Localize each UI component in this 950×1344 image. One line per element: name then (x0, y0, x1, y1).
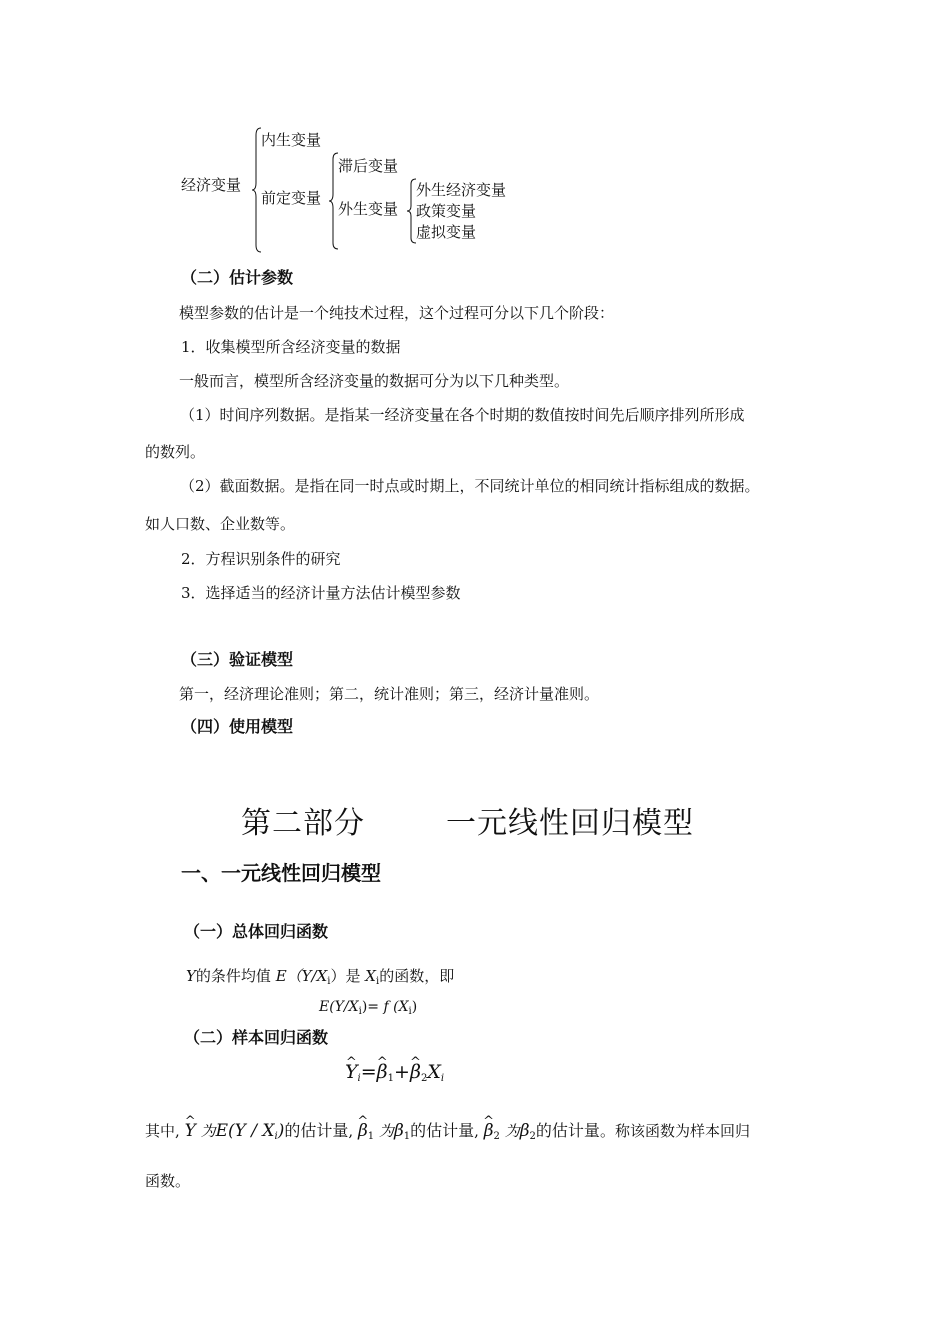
list-item-2: 2．方程识别条件的研究 (181, 550, 341, 568)
paragraph-time-series-line2: 的数列。 (145, 443, 206, 461)
tree-root-label: 经济变量 (181, 176, 242, 194)
tree-exogenous-label: 外生变量 (338, 200, 399, 218)
section-heading-use: （四）使用模型 (181, 717, 294, 736)
list-item-3: 3．选择适当的经济计量方法估计模型参数 (181, 584, 461, 602)
sample-regression-equation: ^ $Y_i=\^{}$ $\beta_1+\^{}$ $\beta_2X_i$ (345, 1060, 444, 1084)
paragraph-stages: 模型参数的估计是一个纯技术过程，这个过程可分以下几个阶段： (179, 304, 615, 322)
population-regression-equation: $E(Y/X_i)= f$ $(X_i)$ (319, 999, 418, 1017)
part-label: 第二部分 (241, 806, 365, 841)
chapter-heading: 一、一元线性回归模型 (181, 861, 381, 885)
sample-function-explanation: 其中, ^ Y 为$E(Y / X_i)$的估计量, ^ $\beta_1$ 为$\beta_1$的估计量, ^ $\beta_2$ 为$\beta_2$的估计量。称该函数为样本回归 (145, 1117, 750, 1145)
tree-dummy-label: 虚拟变量 (416, 223, 477, 241)
tree-lagged-label: 滞后变量 (338, 157, 399, 175)
paragraph-data-types: 一般而言，模型所含经济变量的数据可分为以下几种类型。 (179, 372, 570, 390)
section-heading-verify: （三）验证模型 (181, 650, 294, 669)
section-heading-estimate: （二）估计参数 (181, 268, 294, 287)
paragraph-cross-section-line1: （2）截面数据。是指在同一时点或时期上，不同统计单位的相同统计指标组成的数据。 (180, 477, 760, 495)
tree-predetermined-label: 前定变量 (261, 189, 322, 207)
var-y: Y (186, 967, 196, 985)
sample-function-explanation-line2: 函数。 (145, 1172, 191, 1190)
subsection-heading-sample: （二）样本回归函数 (184, 1028, 329, 1047)
paragraph-cross-section-line2: 如人口数、企业数等。 (145, 515, 296, 533)
tree-exo-econ-label: 外生经济变量 (416, 181, 507, 199)
tree-endogenous-label: 内生变量 (261, 131, 322, 149)
tree-policy-label: 政策变量 (416, 202, 477, 220)
paragraph-time-series-line1: （1）时间序列数据。是指某一经济变量在各个时期的数值按时间先后顺序排列所形成 (180, 406, 745, 424)
part-name: 一元线性回归模型 (446, 806, 694, 841)
subsection-heading-population: （一）总体回归函数 (184, 922, 329, 941)
conditional-mean-sentence: Y的条件均值 $E(Y/X_i)$是 $X_i$的函数，即 (186, 967, 455, 987)
paragraph-criteria: 第一，经济理论准则；第二，统计准则；第三，经济计量准则。 (179, 685, 600, 703)
list-item-1: 1．收集模型所含经济变量的数据 (181, 338, 401, 356)
